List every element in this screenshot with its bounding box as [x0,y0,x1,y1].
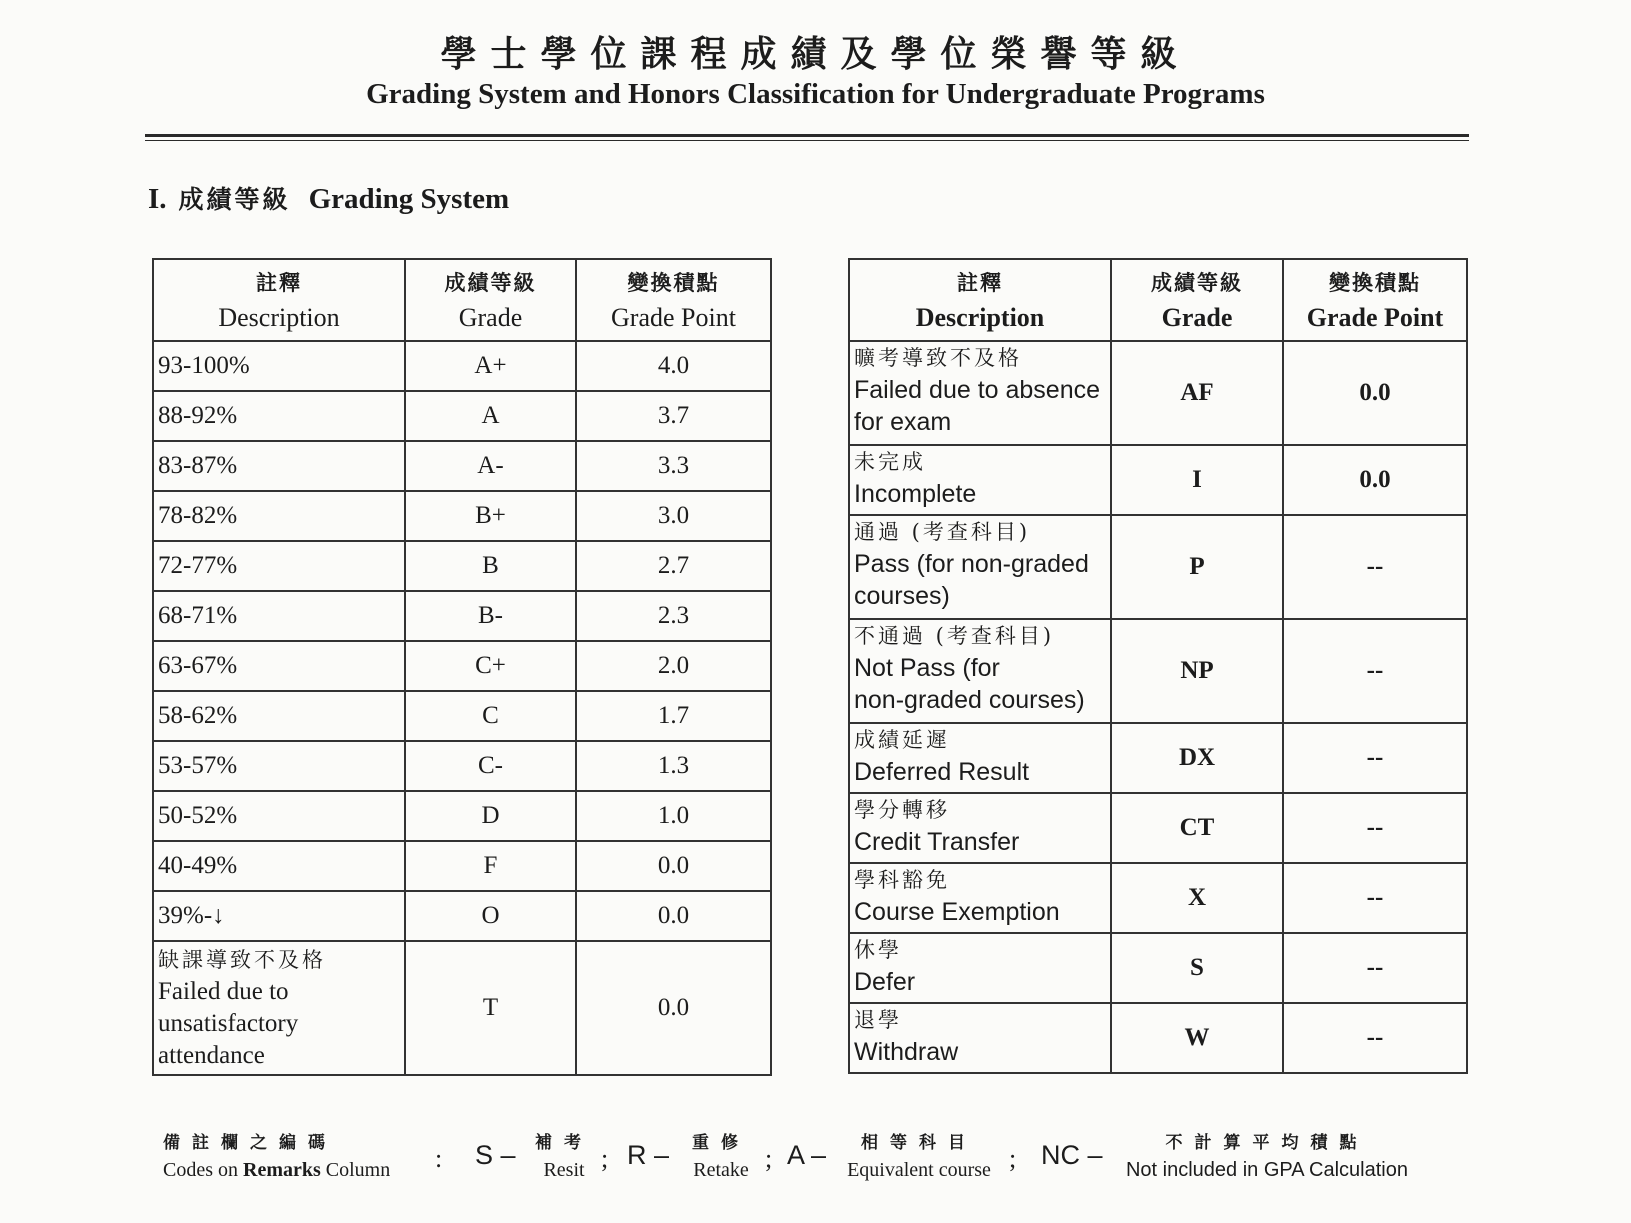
section-title-english: Grading System [308,183,510,215]
cell-grade: X [1111,863,1283,933]
cell-grade-point: -- [1283,933,1467,1003]
code-letter: R – [627,1140,670,1170]
cell-grade: C+ [405,641,576,691]
grading-table-percentage [152,258,772,1076]
cell-grade: A- [405,441,576,491]
cell-description: 39%-↓ [153,891,405,941]
description-english-line: Failed due to [158,978,289,1005]
cell-description: 72-77% [153,541,405,591]
header-description: 註釋 Description [849,259,1111,341]
separator: ; [1009,1144,1017,1173]
cell-description: 休學 Defer [849,933,1111,1003]
cell-description: 不通過 (考查科目) Not Pass (for non-graded courses) [849,619,1111,723]
page-title-chinese: 學士學位課程成績及學位榮譽等級 [440,33,1191,75]
description-english-line: unsatisfactory [158,1010,299,1037]
cell-grade-point: 2.7 [576,541,771,591]
cell-grade: W [1111,1003,1283,1073]
title-divider-thin [145,140,1469,141]
code-letter: S – [475,1140,516,1170]
table-row [153,591,771,641]
code-letter: NC – [1041,1140,1103,1170]
page-title-english: Grading System and Honors Classification for Undergraduate Programs [366,78,1265,110]
cell-grade-point: 3.3 [576,441,771,491]
table-row [849,619,1467,723]
code-letter: A – [787,1140,827,1170]
cell-grade-point: -- [1283,619,1467,723]
cell-grade: D [405,791,576,841]
table-row [849,445,1467,515]
table-row [153,941,771,1075]
cell-grade-point: 2.0 [576,641,771,691]
remarks-codes-footer [163,1128,1463,1188]
cell-description: 53-57% [153,741,405,791]
remarks-label [163,1128,390,1182]
header-grade: 成績等級 Grade [1111,259,1283,341]
cell-grade: T [405,941,576,1075]
cell-grade: B [405,541,576,591]
cell-grade: C [405,691,576,741]
cell-description: 83-87% [153,441,405,491]
header-grade: 成績等級 Grade [405,259,576,341]
cell-description: 63-67% [153,641,405,691]
cell-grade-point: 0.0 [1283,341,1467,445]
cell-grade-point: 0.0 [1283,445,1467,515]
table-row [849,793,1467,863]
table-row [849,341,1467,445]
cell-grade: F [405,841,576,891]
cell-grade: S [1111,933,1283,1003]
cell-grade: B+ [405,491,576,541]
cell-grade: C- [405,741,576,791]
cell-description: 成績延遲 Deferred Result [849,723,1111,793]
cell-grade-point: -- [1283,863,1467,933]
table-row [153,541,771,591]
table-row [153,791,771,841]
table-row [849,515,1467,619]
cell-grade-point: 2.3 [576,591,771,641]
cell-grade-point: 4.0 [576,341,771,391]
header-description: 註釋 Description [153,259,405,341]
table-row [849,723,1467,793]
separator: ; [765,1144,773,1173]
cell-grade: A [405,391,576,441]
cell-description: 78-82% [153,491,405,541]
code-definition: 不計算平均積點 Not included in GPA Calculation [1125,1133,1408,1181]
cell-description: 曠考導致不及格 Failed due to absence for exam [849,341,1111,445]
cell-grade: O [405,891,576,941]
cell-description: 88-92% [153,391,405,441]
table-row [849,863,1467,933]
code-definition: 重修 Retake [692,1133,750,1181]
code-definition: 補考 Resit [535,1133,593,1181]
cell-grade-point: 3.0 [576,491,771,541]
table-row [153,341,771,391]
cell-grade: P [1111,515,1283,619]
cell-description: 40-49% [153,841,405,891]
remarks-label-chinese: 備註欄之編碼 [163,1133,337,1153]
table-row [153,891,771,941]
cell-grade-point: 1.0 [576,791,771,841]
cell-grade: AF [1111,341,1283,445]
separator: : [435,1144,443,1173]
table-row [849,933,1467,1003]
cell-grade: DX [1111,723,1283,793]
cell-grade-point: 3.7 [576,391,771,441]
cell-grade-point: -- [1283,515,1467,619]
cell-grade-point: 0.0 [576,841,771,891]
section-heading [148,180,509,216]
cell-description: 68-71% [153,591,405,641]
cell-description: 通過 (考查科目) Pass (for non-graded courses) [849,515,1111,619]
separator: ; [601,1144,609,1173]
cell-grade-point: 0.0 [576,891,771,941]
cell-description: 退學 Withdraw [849,1003,1111,1073]
table-header-row [153,259,771,341]
code-definition: 相等科目 Equivalent course [847,1133,991,1181]
cell-description: 50-52% [153,791,405,841]
grading-table-special [848,258,1468,1074]
table-row [153,441,771,491]
cell-grade-point: 1.3 [576,741,771,791]
table-row [849,1003,1467,1073]
section-number: I. [148,183,167,215]
cell-description [153,941,405,1075]
header-grade-point: 變換積點 Grade Point [1283,259,1467,341]
table-header-row [849,259,1467,341]
cell-description: 58-62% [153,691,405,741]
table-row [153,491,771,541]
cell-grade-point: 1.7 [576,691,771,741]
cell-grade-point: -- [1283,1003,1467,1073]
section-title-chinese: 成績等級 [178,185,291,214]
cell-grade: I [1111,445,1283,515]
cell-grade-point: -- [1283,723,1467,793]
cell-description: 93-100% [153,341,405,391]
table-row [153,741,771,791]
cell-grade-point: -- [1283,793,1467,863]
description-chinese: 缺課導致不及格 [158,948,326,972]
cell-description: 學分轉移 Credit Transfer [849,793,1111,863]
table-row [153,841,771,891]
header-grade-point: 變換積點 Grade Point [576,259,771,341]
table-row [153,391,771,441]
cell-grade: B- [405,591,576,641]
table-row [153,641,771,691]
cell-grade: A+ [405,341,576,391]
table-row [153,691,771,741]
title-divider-thick [145,134,1469,137]
remarks-label-english: Codes on Remarks Column [163,1159,391,1181]
cell-grade: CT [1111,793,1283,863]
cell-grade-point: 0.0 [576,941,771,1075]
cell-description: 學科豁免 Course Exemption [849,863,1111,933]
cell-grade: NP [1111,619,1283,723]
cell-description: 未完成 Incomplete [849,445,1111,515]
description-english-line: attendance [158,1042,265,1069]
